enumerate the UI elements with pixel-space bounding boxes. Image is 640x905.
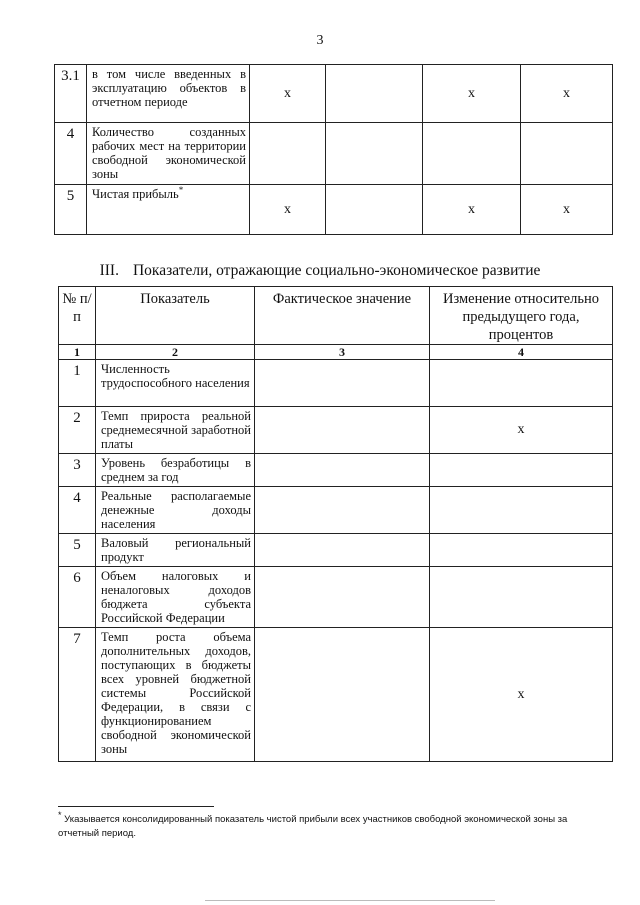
actual-value xyxy=(255,487,430,534)
table-row xyxy=(59,628,613,762)
indicator-name: Уровень безработицы в среднем за год xyxy=(96,454,255,487)
row-number: 6 xyxy=(59,567,96,628)
table-cell: x xyxy=(521,65,613,123)
actual-value xyxy=(255,360,430,407)
table-cell xyxy=(521,123,613,185)
table-cell: x xyxy=(423,65,521,123)
table-row xyxy=(59,567,613,628)
change-value: x xyxy=(430,407,613,454)
section-number: III. xyxy=(99,262,119,279)
indicator-name: Валовый региональный продукт xyxy=(96,534,255,567)
indicator-name: Темп роста объема дополнительных доходов, поступающих в бюджеты всех уровней бюджетной системы Российской Федерации, в связи с функционированием свободной экономической зоны xyxy=(96,628,255,762)
indicator-name: в том числе введенных в эксплуатацию объектов в отчетном периоде xyxy=(87,65,250,123)
column-header-number: № п/п xyxy=(59,287,96,345)
table-cell: x xyxy=(521,185,613,235)
actual-value xyxy=(255,454,430,487)
row-number: 3 xyxy=(59,454,96,487)
row-number: 2 xyxy=(59,407,96,454)
index-row xyxy=(59,345,613,360)
section-title xyxy=(0,262,640,280)
indicator-name: Реальные располагаемые денежные доходы населения xyxy=(96,487,255,534)
table-row xyxy=(59,534,613,567)
table-row xyxy=(59,360,613,407)
social-economic-table xyxy=(58,286,613,762)
change-value xyxy=(430,360,613,407)
table-cell: x xyxy=(423,185,521,235)
table-row xyxy=(55,185,613,235)
indicator-name: Численность трудоспособного населения xyxy=(96,360,255,407)
row-number: 1 xyxy=(59,360,96,407)
footnote-mark: * xyxy=(178,184,184,195)
table-cell xyxy=(250,123,326,185)
page-number: 3 xyxy=(316,33,324,48)
footnote-text: Указывается консолидированный показатель чистой прибыли всех участников свободной экономической зоны за отчетный период. xyxy=(58,814,568,839)
table-cell xyxy=(326,123,423,185)
column-header-change: Изменение относительно предыдущего года, процентов xyxy=(430,287,613,345)
column-index: 3 xyxy=(255,345,430,360)
row-number: 7 xyxy=(59,628,96,762)
table-row xyxy=(59,454,613,487)
column-header-actual: Фактическое значение xyxy=(255,287,430,345)
row-number: 4 xyxy=(59,487,96,534)
indicator-name xyxy=(87,185,250,235)
table-row xyxy=(55,65,613,123)
row-number: 4 xyxy=(55,123,87,185)
change-value xyxy=(430,567,613,628)
actual-value xyxy=(255,534,430,567)
column-index: 2 xyxy=(96,345,255,360)
table-row xyxy=(59,407,613,454)
indicator-name-text: Чистая прибыль xyxy=(92,187,179,201)
table-row xyxy=(55,123,613,185)
change-value xyxy=(430,487,613,534)
page-bottom-line xyxy=(205,900,495,901)
row-number: 5 xyxy=(59,534,96,567)
column-header-indicator: Показатель xyxy=(96,287,255,345)
column-index: 4 xyxy=(430,345,613,360)
row-number: 3.1 xyxy=(55,65,87,123)
table-cell: x xyxy=(250,65,326,123)
indicator-name: Объем налоговых и неналоговых доходов бюджета субъекта Российской Федерации xyxy=(96,567,255,628)
change-value xyxy=(430,534,613,567)
indicator-name: Темп прироста реальной среднемесячной заработной платы xyxy=(96,407,255,454)
actual-value xyxy=(255,567,430,628)
actual-value xyxy=(255,407,430,454)
table-cell: x xyxy=(250,185,326,235)
actual-value xyxy=(255,628,430,762)
footnote-mark: * xyxy=(58,809,62,820)
header-row xyxy=(59,287,613,345)
row-number: 5 xyxy=(55,185,87,235)
table-cell xyxy=(423,123,521,185)
table-cell xyxy=(326,65,423,123)
investment-table-continuation xyxy=(54,64,613,235)
indicator-name: Количество созданных рабочих мест на территории свободной экономической зоны xyxy=(87,123,250,185)
footnote-divider xyxy=(58,806,214,807)
footnote xyxy=(58,809,598,841)
section-title-text: Показатели, отражающие социально-экономическое развитие xyxy=(132,262,541,279)
table-cell xyxy=(326,185,423,235)
table-row xyxy=(59,487,613,534)
change-value: x xyxy=(430,628,613,762)
column-index: 1 xyxy=(59,345,96,360)
change-value xyxy=(430,454,613,487)
